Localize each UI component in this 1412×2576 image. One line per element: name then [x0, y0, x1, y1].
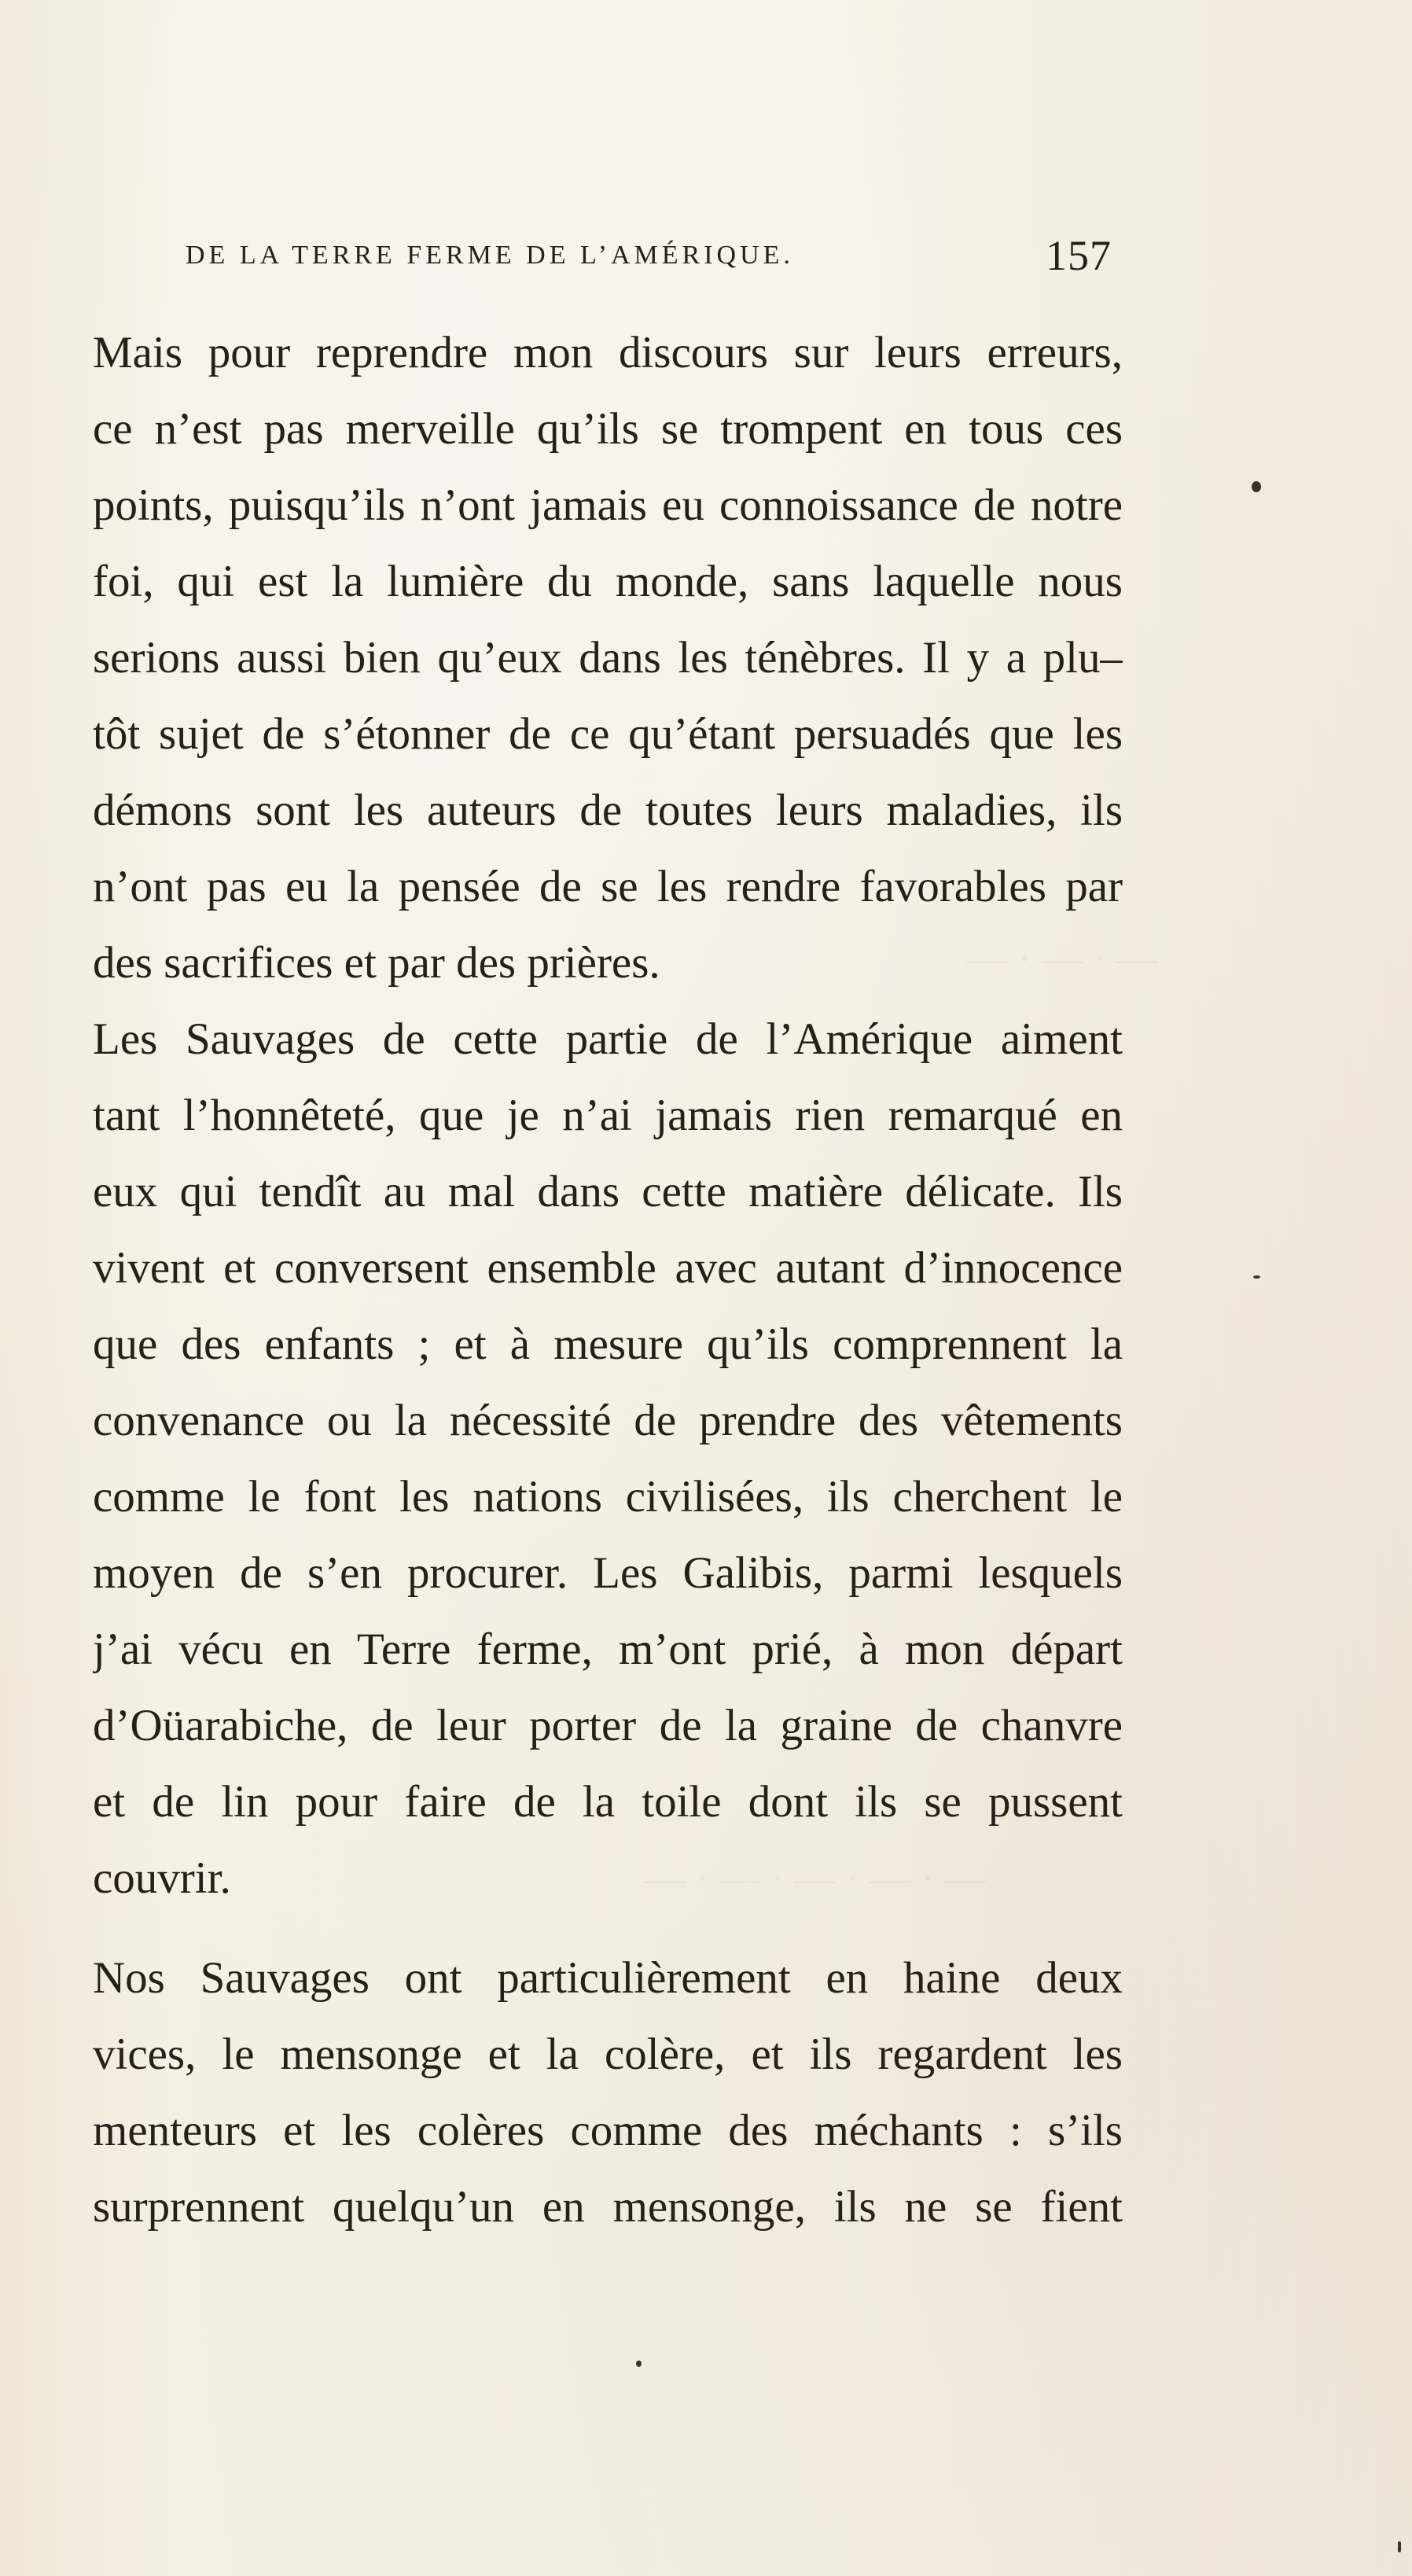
text-line: convenance ou la nécessité de prendre des vêtements [93, 1396, 1123, 1445]
text-line: n’ont pas eu la pensée de se les rendre favorables par [93, 862, 1123, 911]
text-line: vices, le mensonge et la colère, et ils regardent les [93, 2030, 1123, 2079]
text-line: moyen de s’en procurer. Les Galibis, parmi lesquels [93, 1548, 1123, 1598]
text-line: surprennent quelqu’un en mensonge, ils ne se fient [93, 2182, 1123, 2232]
ink-speck [1398, 2541, 1401, 2552]
text-line: que des enfants ; et à mesure qu’ils comprennent la [93, 1319, 1123, 1369]
text-line: couvrir. [93, 1853, 231, 1903]
text-line: tant l’honnêteté, que je n’ai jamais rien remarqué en [93, 1091, 1123, 1140]
text-line: ce n’est pas merveille qu’ils se trompent en tous ces [93, 404, 1123, 454]
text-line: d’Oüarabiche, de leur porter de la graine de chanvre [93, 1701, 1123, 1750]
text-line: des sacrifices et par des prières. [93, 938, 660, 988]
text-line: comme le font les nations civilisées, ils cherchent le [93, 1472, 1123, 1522]
page-number: 157 [1046, 232, 1112, 279]
page-header [186, 226, 1112, 289]
paragraph-gap [93, 1916, 1123, 1940]
text-line: démons sont les auteurs de toutes leurs maladies, ils [93, 786, 1123, 835]
text-line: j’ai vécu en Terre ferme, m’ont prié, à mon départ [93, 1625, 1123, 1674]
text-line: serions aussi bien qu’eux dans les ténèbres. Il y a plu– [93, 633, 1123, 683]
ink-speck [1253, 1275, 1260, 1279]
text-line: et de lin pour faire de la toile dont ils se pussent [93, 1777, 1123, 1827]
text-line: tôt sujet de s’étonner de ce qu’étant persuadés que les [93, 709, 1123, 759]
text-line: Nos Sauvages ont particulièrement en haine deux [93, 1953, 1123, 2003]
paragraph [93, 1940, 1123, 2245]
running-title: DE LA TERRE FERME DE L’AMÉRIQUE. [186, 241, 794, 270]
ink-speck [636, 2361, 642, 2367]
page-body [93, 315, 1123, 2245]
paragraph [93, 315, 1123, 1001]
text-line: Mais pour reprendre mon discours sur leurs erreurs, [93, 328, 1123, 377]
text-line: foi, qui est la lumière du monde, sans laquelle nous [93, 557, 1123, 606]
bleed-through-texture: — · — · — [967, 937, 1158, 981]
text-line: Les Sauvages de cette partie de l’Amérique aiment [93, 1014, 1123, 1064]
text-line: eux qui tendît au mal dans cette matière délicate. Ils [93, 1167, 1123, 1216]
text-line: vivent et conversent ensemble avec autant d’innocence [93, 1243, 1123, 1293]
paragraph [93, 1001, 1123, 1916]
text-line: points, puisqu’ils n’ont jamais eu connoissance de notre [93, 480, 1123, 530]
ink-speck [1252, 481, 1261, 492]
text-line: menteurs et les colères comme des méchants : s’ils [93, 2106, 1123, 2155]
bleed-through-texture: — · — · — · — · — [645, 1857, 986, 1901]
